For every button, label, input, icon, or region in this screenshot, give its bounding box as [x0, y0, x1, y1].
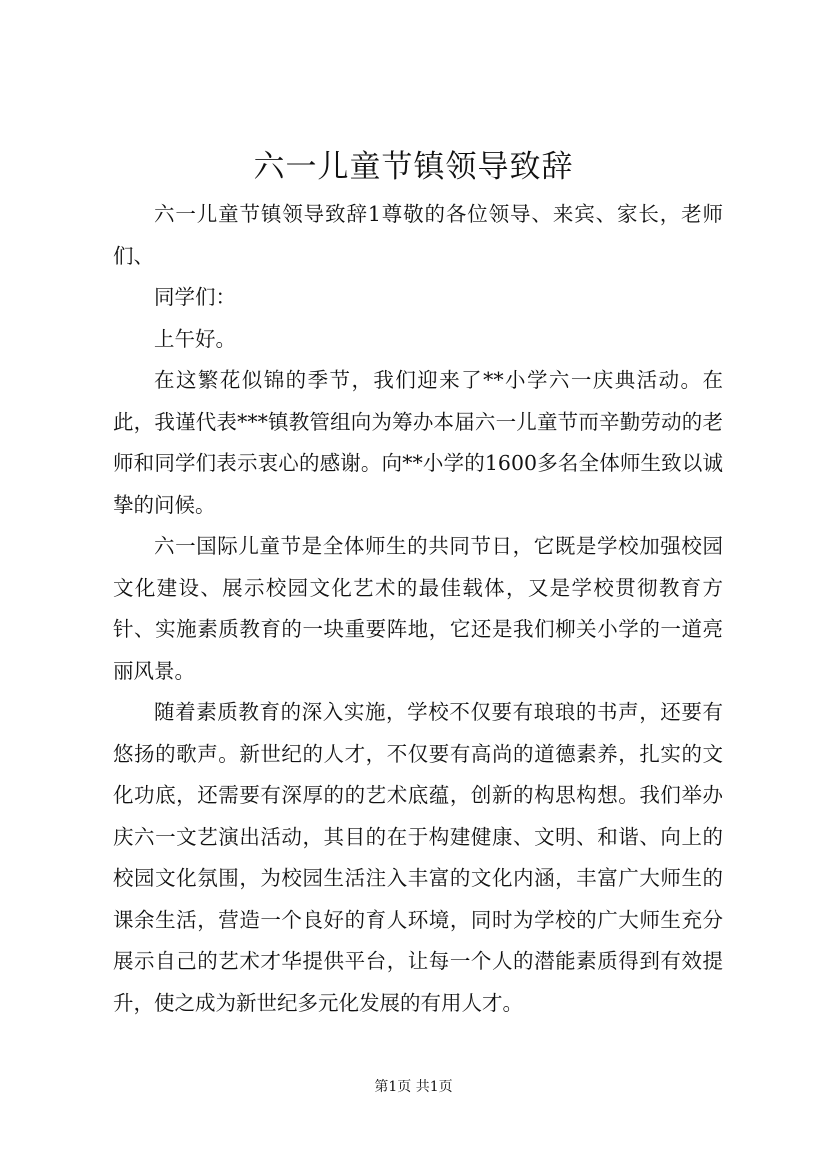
page-number-footer: 第1页 共1页: [374, 1079, 453, 1095]
paragraph-5: 六一国际儿童节是全体师生的共同节日，它既是学校加强校园文化建设、展示校园文化艺术的最佳载体，又是学校贯彻教育方针、实施素质教育的一块重要阵地，它还是我们柳关小学的一道亮丽风景。: [113, 534, 723, 683]
paragraph-6: 随着素质教育的深入实施，学校不仅要有琅琅的书声，还要有悠扬的歌声。新世纪的人才，不仅要有高尚的道德素养，扎实的文化功底，还需要有深厚的的艺术底蕴，创新的构思构想。我们举办庆六一文艺演出活动，其目的在于构建健康、文明、和谐、向上的校园文化氛围，为校园生活注入丰富的文化内涵，丰富广大师生的课余生活，营造一个良好的育人环境，同时为学校的广大师生充分展示自己的艺术才华提供平台，让每一个人的潜能素质得到有效提升，使之成为新世纪多元化发展的有用人才。: [113, 700, 723, 1015]
paragraph-1: 六一儿童节镇领导致辞1尊敬的各位领导、来宾、家长，老师们、: [113, 202, 723, 268]
paragraph-4: 在这繁花似锦的季节，我们迎来了**小学六一庆典活动。在此，我谨代表***镇教管组向为筹办本届六一儿童节而辛勤劳动的老师和同学们表示衷心的感谢。向**小学的1600多名全体师生致以诚挚的问候。: [113, 368, 723, 517]
paragraph-2: 同学们：: [154, 285, 236, 309]
paragraph-3: 上午好。: [154, 326, 236, 351]
document-body: [113, 194, 723, 1024]
document-title: 六一儿童节镇领导致辞: [253, 149, 574, 185]
